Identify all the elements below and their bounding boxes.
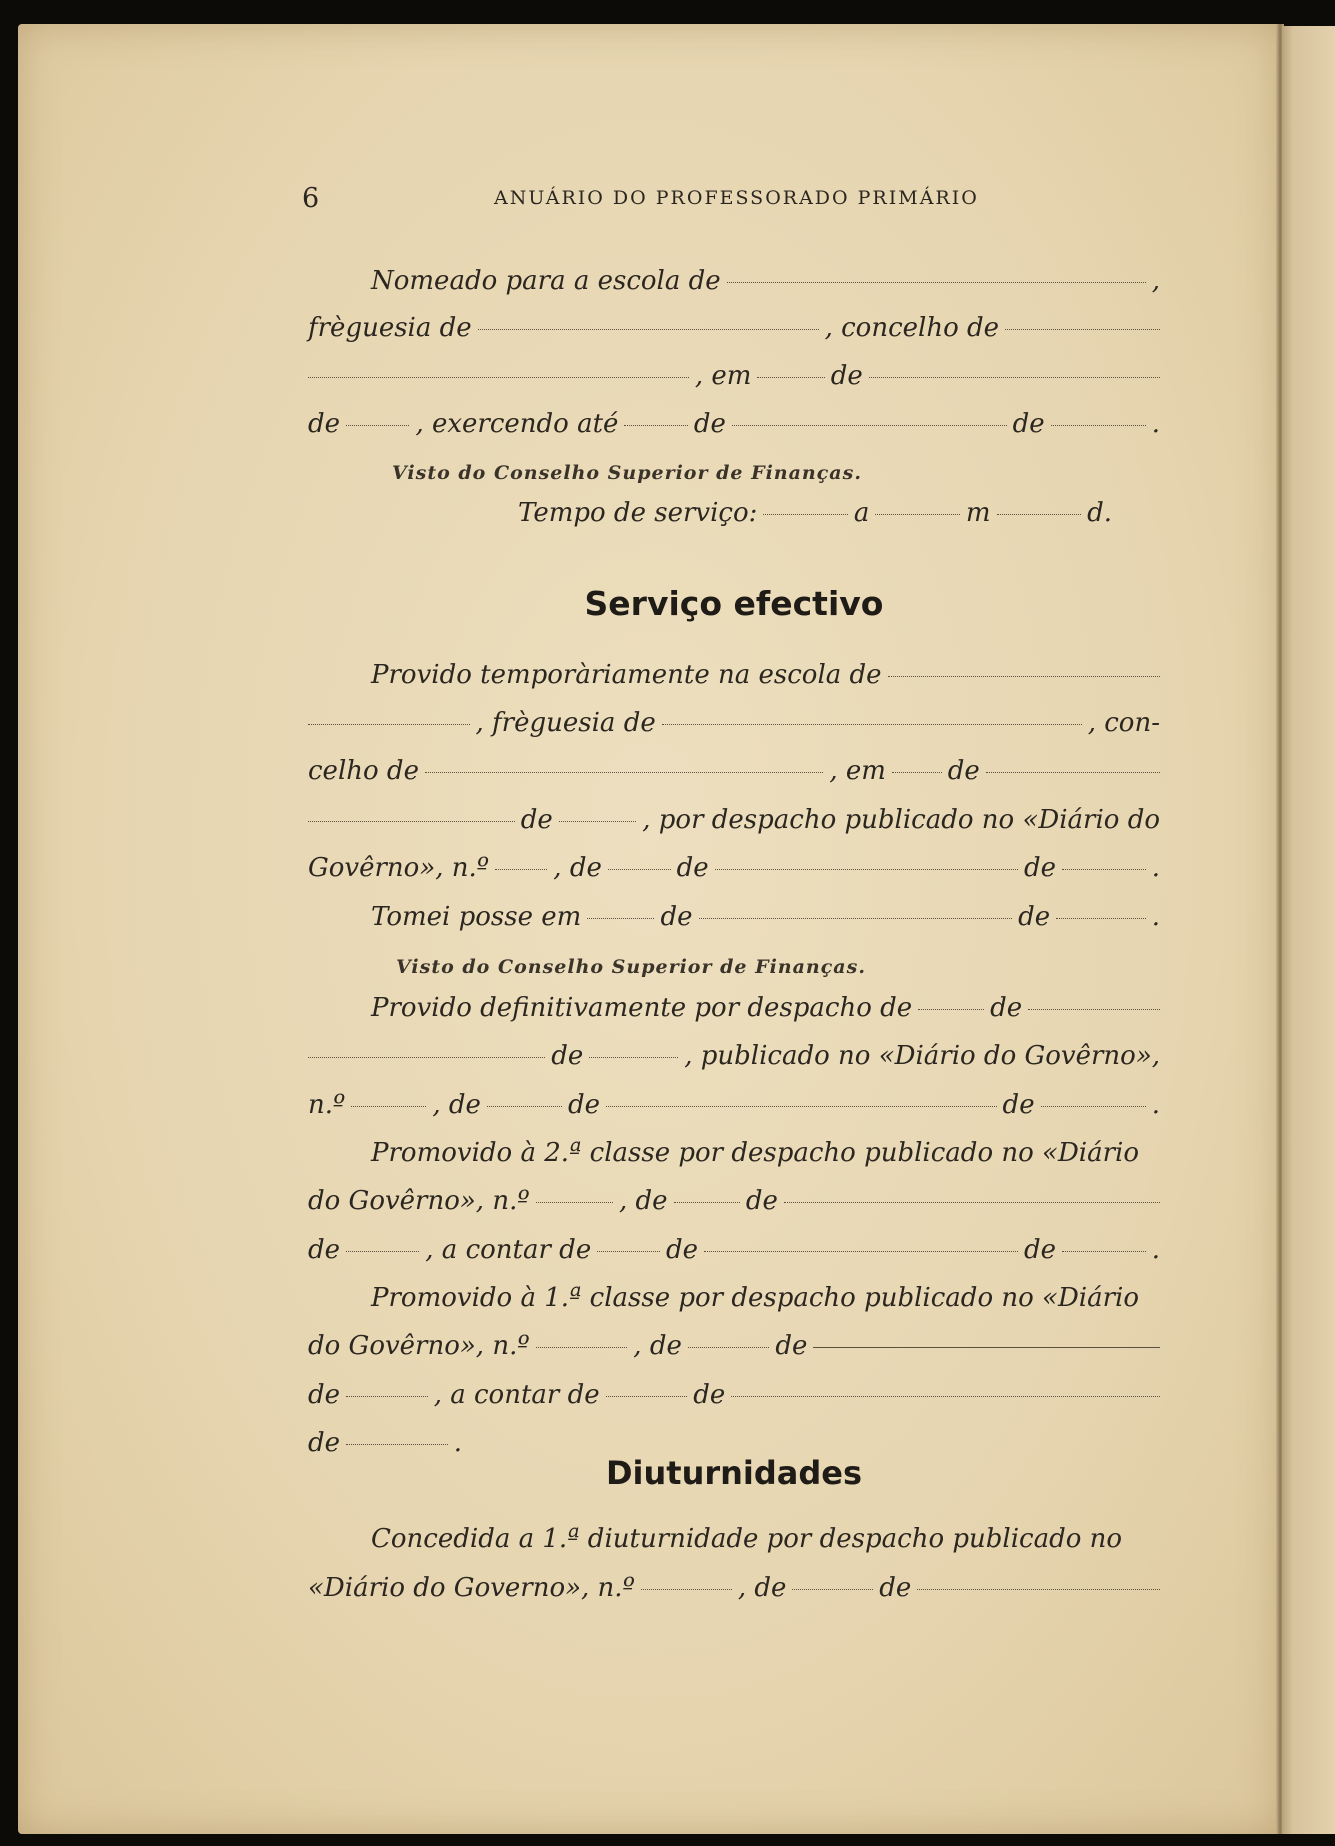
blank-field[interactable]	[704, 1250, 1018, 1252]
blank-field[interactable]	[351, 1105, 426, 1107]
blank-field[interactable]	[346, 424, 409, 426]
blank-field[interactable]	[997, 513, 1082, 515]
text: de	[1002, 1090, 1035, 1120]
text: de	[308, 409, 341, 439]
text: celho de	[308, 756, 419, 786]
diuturnidade-line-2	[305, 1573, 1163, 1613]
blank-field[interactable]	[757, 376, 824, 378]
blank-field[interactable]	[888, 675, 1160, 677]
servico-line-2	[305, 708, 1163, 748]
promo1-line-2	[305, 1331, 1163, 1371]
servico-line-4	[305, 805, 1163, 845]
text: .	[1151, 853, 1160, 883]
text: de	[1012, 409, 1045, 439]
text: Concedida a 1.ª diuturnidade por despacho publicado no	[371, 1524, 1123, 1554]
running-header	[302, 183, 1082, 219]
text: , publicado no «Diário do Govêrno»,	[684, 1041, 1160, 1071]
running-title: ANUÁRIO DO PROFESSORADO PRIMÁRIO	[494, 187, 979, 209]
text: , de	[553, 853, 602, 883]
tempo-servico-line	[515, 498, 1115, 538]
text: , de	[737, 1573, 787, 1603]
text: de	[1023, 1235, 1056, 1265]
text: , con-	[1087, 708, 1160, 738]
section-heading-servico: Serviço efectivo	[584, 584, 884, 623]
blank-field[interactable]	[641, 1588, 732, 1590]
text: , de	[432, 1090, 481, 1120]
nomeado-line-1	[368, 266, 1163, 306]
blank-field[interactable]	[1041, 1105, 1146, 1107]
blank-field[interactable]	[917, 1588, 1160, 1590]
text: Tomei posse em	[371, 902, 582, 932]
blank-field[interactable]	[813, 1346, 1160, 1348]
text: de	[1018, 902, 1051, 932]
text: , de	[633, 1331, 682, 1361]
section-heading-diuturnidades: Diuturnidades	[605, 1454, 863, 1492]
text: .	[1151, 1235, 1160, 1265]
blank-field[interactable]	[727, 281, 1146, 283]
text: , frèguesia de	[475, 708, 656, 738]
text: de	[990, 993, 1023, 1023]
blank-field[interactable]	[346, 1250, 419, 1252]
text: de	[745, 1186, 778, 1216]
servico-line-1	[368, 660, 1163, 700]
text: a	[853, 498, 870, 528]
text: de	[775, 1331, 808, 1361]
blank-field[interactable]	[495, 868, 547, 870]
text: de	[830, 361, 863, 391]
blank-field[interactable]	[1062, 1250, 1146, 1252]
blank-field[interactable]	[732, 424, 1007, 426]
blank-field[interactable]	[1028, 1008, 1160, 1010]
blank-field[interactable]	[674, 1201, 740, 1203]
text: .	[453, 1428, 462, 1458]
blank-field[interactable]	[784, 1201, 1160, 1203]
blank-field[interactable]	[869, 376, 1160, 378]
promo2-line-1	[368, 1138, 1163, 1178]
text: Govêrno», n.º	[308, 853, 489, 883]
blank-field[interactable]	[559, 820, 637, 822]
blank-field[interactable]	[918, 1008, 984, 1010]
text: .	[1151, 1090, 1160, 1120]
text: m	[965, 498, 991, 528]
page-number: 6	[302, 183, 320, 214]
text: do Govêrno», n.º	[308, 1186, 530, 1216]
text: Tempo de serviço:	[518, 498, 758, 528]
text: de	[551, 1041, 584, 1071]
blank-field[interactable]	[589, 1056, 678, 1058]
blank-field[interactable]	[587, 917, 654, 919]
text: de	[1024, 853, 1057, 883]
posse-line	[368, 902, 1163, 942]
definitivo-line-3	[305, 1090, 1163, 1130]
blank-field[interactable]	[536, 1201, 613, 1203]
next-page-edge	[1282, 26, 1335, 1834]
blank-field[interactable]	[608, 868, 671, 870]
text: de	[308, 1380, 341, 1410]
blank-field[interactable]	[875, 513, 960, 515]
blank-field[interactable]	[308, 723, 470, 725]
blank-field[interactable]	[1005, 328, 1160, 330]
text: de	[660, 902, 693, 932]
text: de	[568, 1090, 601, 1120]
text: frèguesia de	[308, 313, 472, 343]
blank-field[interactable]	[892, 771, 942, 773]
text: , exercendo até	[415, 409, 619, 439]
blank-field[interactable]	[606, 1395, 688, 1397]
text: .	[1151, 902, 1160, 932]
blank-field[interactable]	[1056, 917, 1146, 919]
diuturnidade-line-1	[368, 1524, 1163, 1564]
text: .	[1151, 409, 1160, 439]
promo1-line-3	[305, 1380, 1163, 1420]
nomeado-line-3	[305, 361, 1163, 401]
definitivo-line-2	[305, 1041, 1163, 1081]
text: , a contar de	[425, 1235, 592, 1265]
promo1-line-1	[368, 1283, 1163, 1323]
nomeado-line-2	[305, 313, 1163, 353]
blank-field[interactable]	[487, 1105, 562, 1107]
text: de	[676, 853, 709, 883]
text: de	[693, 409, 726, 439]
text: de	[879, 1573, 912, 1603]
blank-field[interactable]	[986, 771, 1160, 773]
text: d.	[1087, 498, 1112, 528]
blank-field[interactable]	[478, 328, 819, 330]
text: do Govêrno», n.º	[308, 1331, 530, 1361]
blank-field[interactable]	[346, 1443, 448, 1445]
blank-field[interactable]	[763, 513, 848, 515]
text: Provido temporàriamente na escola de	[371, 660, 882, 690]
blank-field[interactable]	[308, 1056, 545, 1058]
text: Nomeado para a escola de	[371, 266, 721, 296]
blank-field[interactable]	[606, 1105, 997, 1107]
text: , em	[694, 361, 752, 391]
blank-field[interactable]	[699, 917, 1013, 919]
blank-field[interactable]	[346, 1395, 428, 1397]
visto-note: Visto do Conselho Superior de Finanças.	[392, 462, 862, 484]
blank-field[interactable]	[597, 1250, 660, 1252]
text: de	[947, 756, 980, 786]
text: , a contar de	[433, 1380, 600, 1410]
blank-field[interactable]	[536, 1346, 628, 1348]
text: , de	[618, 1186, 668, 1216]
blank-field[interactable]	[624, 424, 687, 426]
blank-field[interactable]	[1062, 868, 1146, 870]
text: «Diário do Governo», n.º	[308, 1573, 635, 1603]
nomeado-line-4	[305, 409, 1163, 449]
blank-field[interactable]	[308, 376, 689, 378]
text: de	[693, 1380, 726, 1410]
promo2-line-3	[305, 1235, 1163, 1275]
blank-field[interactable]	[308, 820, 515, 822]
text: de	[520, 805, 553, 835]
text: , concelho de	[824, 313, 1000, 343]
blank-field[interactable]	[792, 1588, 873, 1590]
blank-field[interactable]	[1051, 424, 1146, 426]
text: Provido definitivamente por despacho de	[371, 993, 913, 1023]
blank-field[interactable]	[731, 1395, 1160, 1397]
text: de	[308, 1428, 341, 1458]
blank-field[interactable]	[662, 723, 1082, 725]
text: Promovido à 2.ª classe por despacho publicado no «Diário	[371, 1138, 1140, 1168]
servico-line-5	[305, 853, 1163, 893]
blank-field[interactable]	[425, 771, 823, 773]
blank-field[interactable]	[715, 868, 1018, 870]
text: de	[308, 1235, 341, 1265]
text: de	[666, 1235, 699, 1265]
visto-note: Visto do Conselho Superior de Finanças.	[396, 956, 866, 978]
text: n.º	[308, 1090, 346, 1120]
text: , em	[829, 756, 886, 786]
text: Promovido à 1.ª classe por despacho publicado no «Diário	[371, 1283, 1140, 1313]
servico-line-3	[305, 756, 1163, 796]
promo2-line-2	[305, 1186, 1163, 1226]
blank-field[interactable]	[688, 1346, 770, 1348]
definitivo-line-1	[368, 993, 1163, 1033]
text: ,	[1151, 266, 1160, 296]
text: , por despacho publicado no «Diário do	[642, 805, 1160, 835]
